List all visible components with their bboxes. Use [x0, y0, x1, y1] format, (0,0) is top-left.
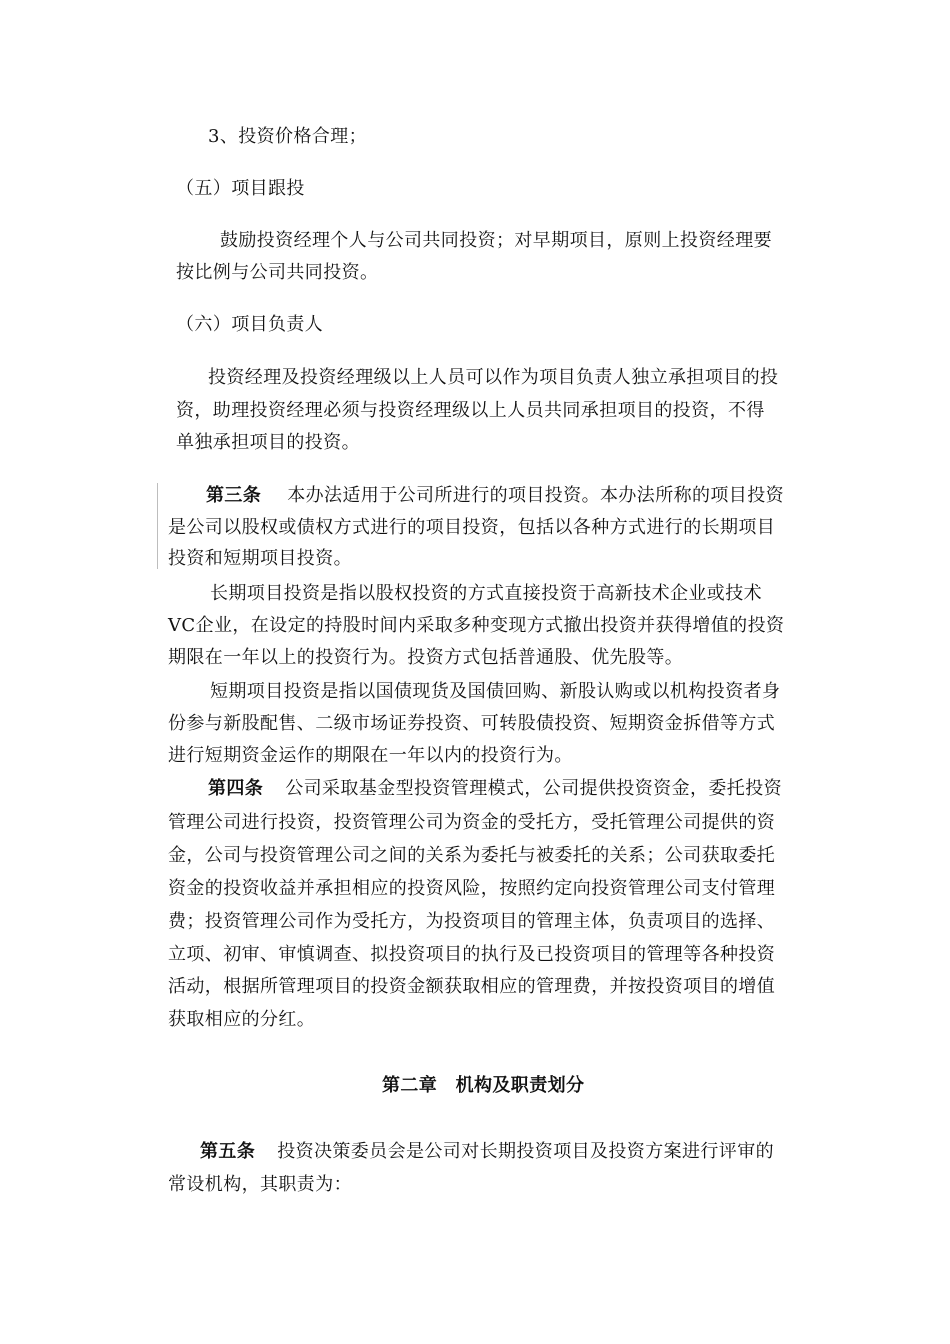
article-4-line-3: 金，公司与投资管理公司之间的关系为委托与被委托的关系；公司获取委托 — [168, 845, 776, 866]
article-3-line-3: 投资和短期项目投资。 — [168, 548, 352, 569]
article-3-line-1 — [206, 484, 784, 508]
long-term-line-1: 长期项目投资是指以股权投资的方式直接投资于高新技术企业或技术 — [210, 583, 762, 604]
article-3-label: 第三条 — [206, 485, 262, 506]
short-term-line-2: 份参与新股配售、二级市场证券投资、可转股债投资、短期资金拆借等方式 — [168, 713, 776, 734]
article-5-text: 投资决策委员会是公司对长期投资项目及投资方案进行评审的 — [277, 1141, 775, 1162]
long-term-line-3: 期限在一年以上的投资行为。投资方式包括普通股、优先股等。 — [168, 647, 684, 668]
article-4-line-5: 费；投资管理公司作为受托方，为投资项目的管理主体，负责项目的选择、 — [168, 911, 776, 932]
article-3-line-2: 是公司以股权或债权方式进行的项目投资，包括以各种方式进行的长期项目 — [168, 517, 776, 538]
section-5-heading: （五）项目跟投 — [176, 178, 305, 199]
article-4-line-4: 资金的投资收益并承担相应的投资风险，按照约定向投资管理公司支付管理 — [168, 878, 776, 899]
item-3-line: 3、投资价格合理； — [208, 126, 368, 147]
article-5-line-2: 常设机构，其职责为： — [168, 1174, 352, 1195]
section-6-line-1: 投资经理及投资经理级以上人员可以作为项目负责人独立承担项目的投 — [208, 367, 779, 388]
article-5-label: 第五条 — [200, 1141, 256, 1162]
short-term-line-3: 进行短期资金运作的期限在一年以内的投资行为。 — [168, 745, 573, 766]
article-4-label: 第四条 — [208, 778, 264, 799]
section-6-heading: （六）项目负责人 — [176, 314, 324, 335]
section-6-line-3: 单独承担项目的投资。 — [176, 432, 360, 453]
article-4-line-8: 获取相应的分红。 — [168, 1009, 316, 1030]
article-3-text: 本办法适用于公司所进行的项目投资。本办法所称的项目投资 — [287, 485, 785, 506]
article-4-line-7: 活动，根据所管理项目的投资金额获取相应的管理费，并按投资项目的增值 — [168, 976, 776, 997]
revision-marker — [157, 483, 158, 569]
section-5-line-1: 鼓励投资经理个人与公司共同投资；对早期项目，原则上投资经理要 — [220, 230, 772, 251]
article-4-line-6: 立项、初审、审慎调查、拟投资项目的执行及已投资项目的管理等各种投资 — [168, 944, 776, 965]
article-4-line-1 — [208, 777, 782, 801]
long-term-line-2: VC企业，在设定的持股时间内采取多种变现方式撤出投资并获得增值的投资 — [168, 615, 785, 636]
article-5-line-1 — [200, 1140, 774, 1164]
chapter-2-title: 第二章 机构及职责划分 — [382, 1075, 585, 1096]
article-4-line-2: 管理公司进行投资，投资管理公司为资金的受托方，受托管理公司提供的资 — [168, 812, 776, 833]
short-term-line-1: 短期项目投资是指以国债现货及国债回购、新股认购或以机构投资者身 — [210, 681, 781, 702]
article-4-text: 公司采取基金型投资管理模式，公司提供投资资金，委托投资 — [285, 778, 783, 799]
section-6-line-2: 资，助理投资经理必须与投资经理级以上人员共同承担项目的投资，不得 — [176, 400, 765, 421]
section-5-line-2: 按比例与公司共同投资。 — [176, 262, 379, 283]
